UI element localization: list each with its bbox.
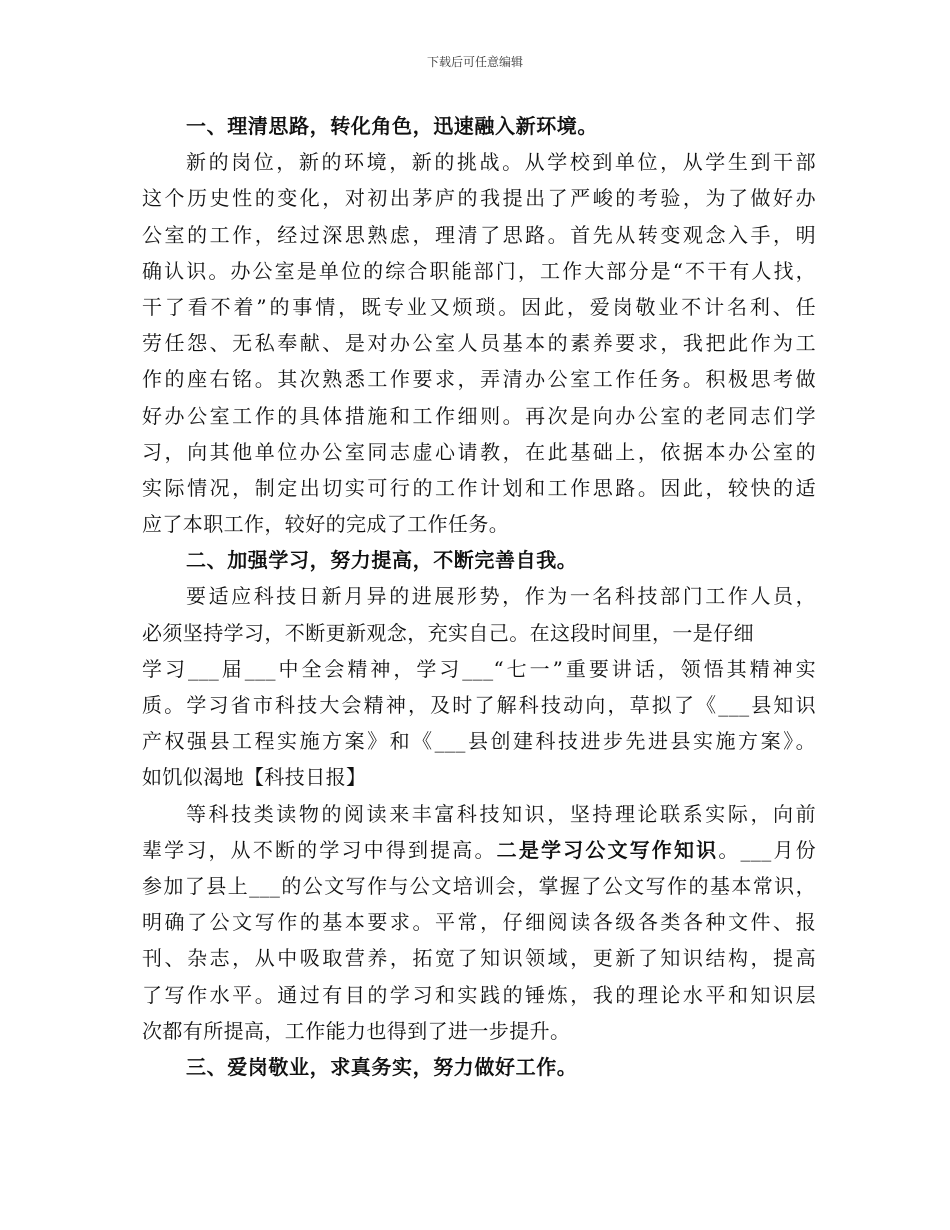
paragraph-line: 应了本职工作，较好的完成了工作任务。	[142, 512, 510, 537]
section-heading: 二、加强学习，努力提高，不断完善自我。	[186, 548, 578, 573]
paragraph-line: 实际情况，制定出切实可行的工作计划和工作思路。因此，较快的适	[142, 475, 816, 500]
paragraph-line: 这个历史性的变化，对初出茅庐的我提出了严峻的考验，为了做好办	[142, 186, 816, 211]
paragraph-line: 要适应科技日新月异的进展形势，作为一名科技部门工作人员，	[186, 584, 816, 609]
line-text: 。___月份	[718, 837, 817, 862]
paragraph-line: 确认识。办公室是单位的综合职能部门，工作大部分是“不干有人找，	[142, 258, 816, 283]
paragraph-line: 新的岗位，新的环境，新的挑战。从学校到单位，从学生到干部	[186, 150, 816, 175]
paragraph-line: 等科技类读物的阅读来丰富科技知识，坚持理论联系实际，向前	[186, 801, 816, 826]
section-heading: 一、理清思路，转化角色，迅速融入新环境。	[186, 114, 598, 138]
paragraph-line: 好办公室工作的具体措施和工作细则。再次是向办公室的老同志们学	[142, 403, 816, 428]
paragraph-line	[142, 832, 816, 868]
paragraph-line: 干了看不着”的事情，既专业又烦琐。因此，爱岗敬业不计名利、任	[142, 294, 816, 319]
paragraph-line: 如饥似渴地【科技日报】	[142, 765, 367, 790]
paragraph-line: 次都有所提高，工作能力也得到了进一步提升。	[142, 1018, 571, 1043]
paragraph-line: 质。学习省市科技大会精神，及时了解科技动向，草拟了《___县知识	[142, 693, 816, 717]
paragraph-line: 刊、杂志，从中吸取营养，拓宽了知识领域，更新了知识结构，提高	[142, 946, 816, 971]
paragraph-line: 必须坚持学习，不断更新观念，充实自己。在这段时间里，一是仔细	[142, 620, 754, 645]
paragraph-line: 明确了公文写作的基本要求。平常，仔细阅读各级各类各种文件、报	[142, 910, 816, 935]
line-text: 辈学习，从不断的学习中得到提高。	[142, 837, 497, 862]
paragraph-line: 公室的工作，经过深思熟虑，理清了思路。首先从转变观念入手，明	[142, 222, 816, 247]
paragraph-line: 了写作水平。通过有目的学习和实践的锤炼，我的理论水平和知识层	[142, 982, 816, 1007]
paragraph-line: 学习___届___中全会精神，学习___“七一”重要讲话，领悟其精神实	[142, 656, 816, 681]
paragraph-line: 参加了县上___的公文写作与公文培训会，掌握了公文写作的基本常识，	[142, 873, 816, 898]
document-body	[142, 108, 816, 1085]
paragraph-line: 习，向其他单位办公室同志虚心请教，在此基础上，依据本办公室的	[142, 439, 816, 464]
emphasized-text: 二是学习公文写作知识	[496, 837, 719, 862]
paragraph-line: 产权强县工程实施方案》和《___县创建科技进步先进县实施方案》。	[142, 729, 816, 754]
paragraph-line: 劳任怨、无私奉献、是对办公室人员基本的素养要求，我把此作为工	[142, 331, 816, 356]
paragraph-line: 作的座右铭。其次熟悉工作要求，弄清办公室工作任务。积极思考做	[142, 367, 816, 392]
page-header-note: 下载后可任意编辑	[426, 55, 523, 69]
section-heading: 三、爱岗敬业，求真务实，努力做好工作。	[186, 1054, 578, 1079]
